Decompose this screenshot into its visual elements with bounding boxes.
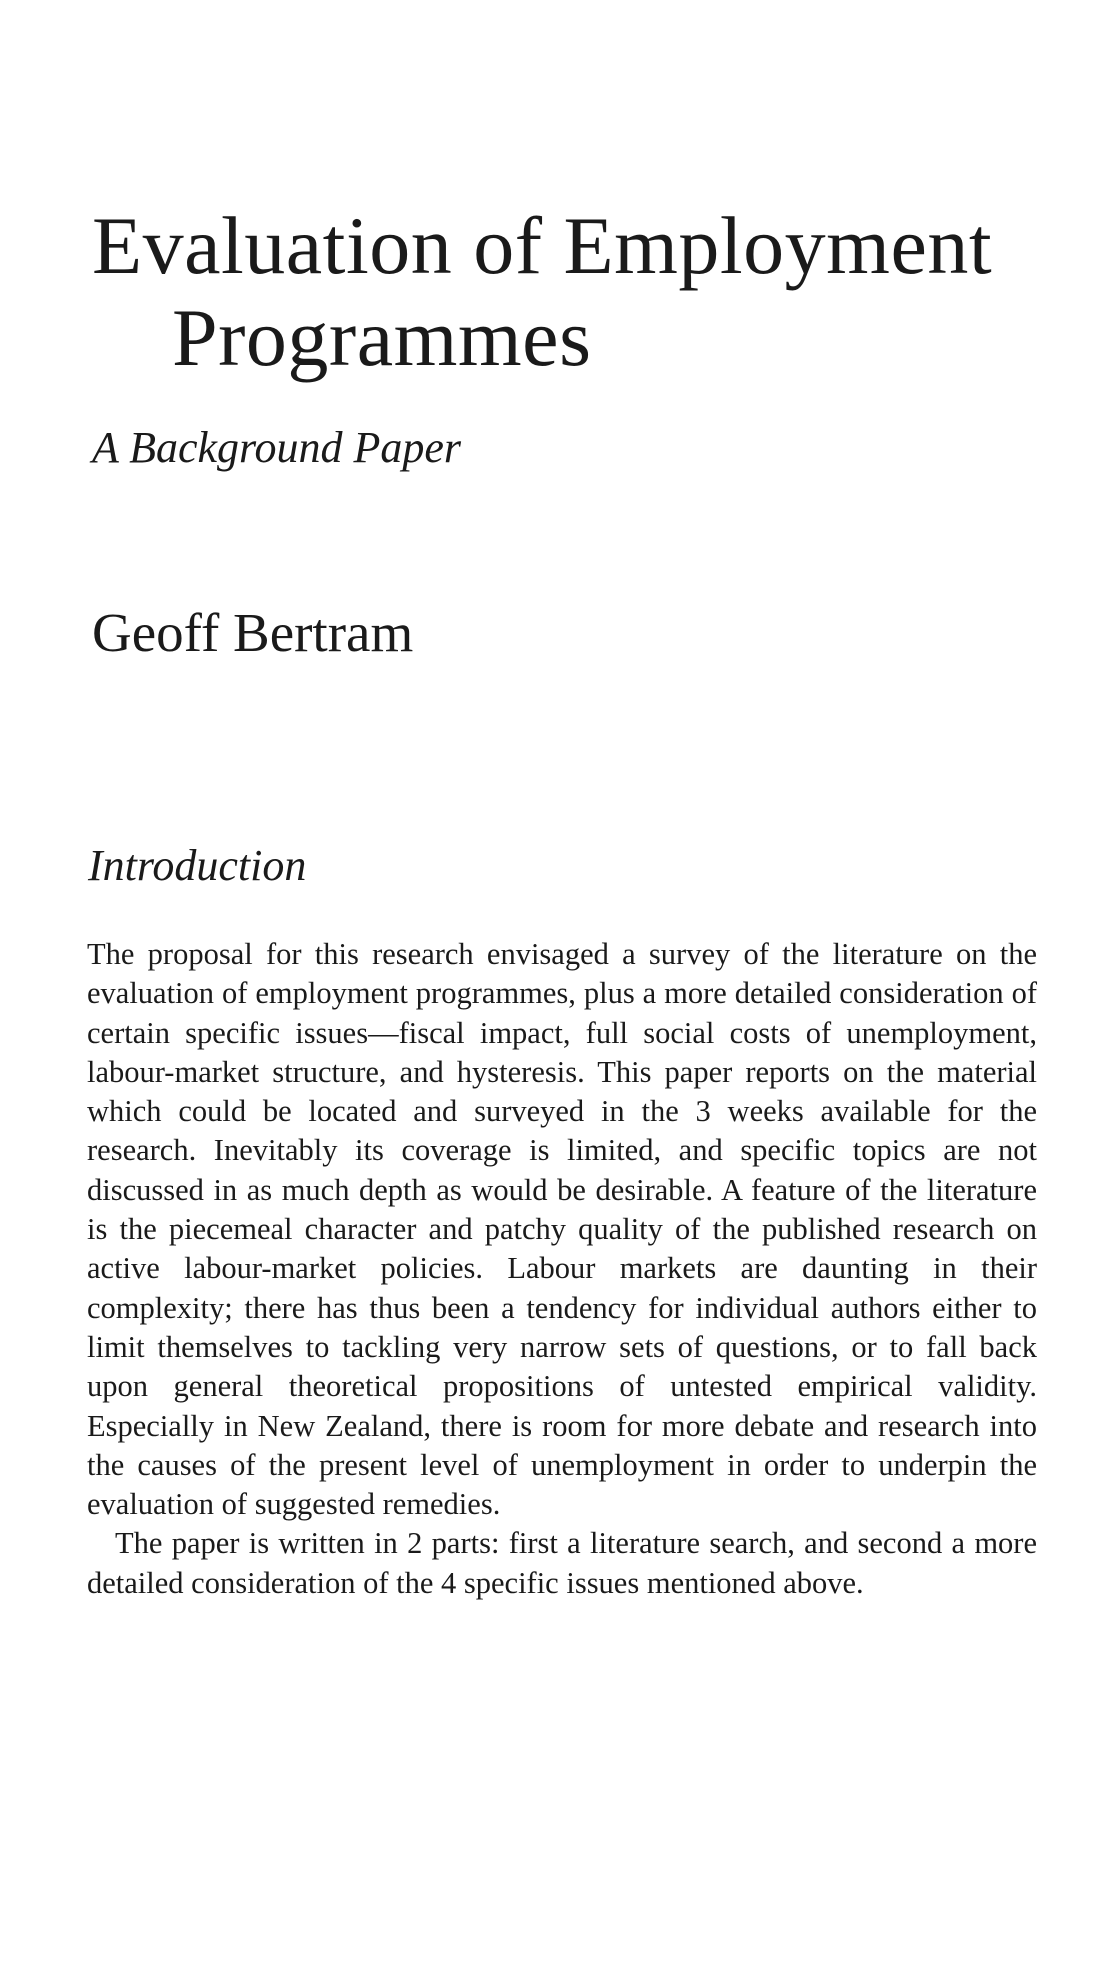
section-heading-introduction: Introduction	[88, 841, 307, 890]
paper-title	[92, 200, 1052, 384]
paper-title-line-2: Programmes	[172, 292, 592, 383]
paper-title-line-1: Evaluation of Employment	[92, 200, 993, 291]
paragraph-1: The proposal for this research envisaged a survey of the literature on the evaluation of employment programmes, plus a more detailed consideration of certain specific issues—fiscal impact, full social costs of unemployment, labour-market structure, and hysteresis. This paper reports on the material which could be located and surveyed in the 3 weeks available for the research. Inevitably its coverage is limited, and specific topics are not discussed in as much depth as would be desirable. A feature of the literature is the piecemeal character and patchy quality of the published research on active labour-market policies. Labour markets are daunting in their complexity; there has thus been a tendency for individual authors either to limit themselves to tackling very narrow sets of questions, or to fall back upon general theoretical propositions of untested empirical validity. Especially in New Zealand, there is room for more debate and research into the causes of the present level of unemployment in order to underpin the evaluation of suggested remedies.	[87, 937, 1037, 1522]
paragraph-2: The paper is written in 2 parts: first a literature search, and second a more detailed consideration of the 4 specific issues mentioned above.	[87, 1526, 1037, 1600]
author-name: Geoff Bertram	[92, 602, 414, 663]
paper-subtitle: A Background Paper	[92, 423, 462, 472]
body-text	[87, 935, 1037, 1603]
